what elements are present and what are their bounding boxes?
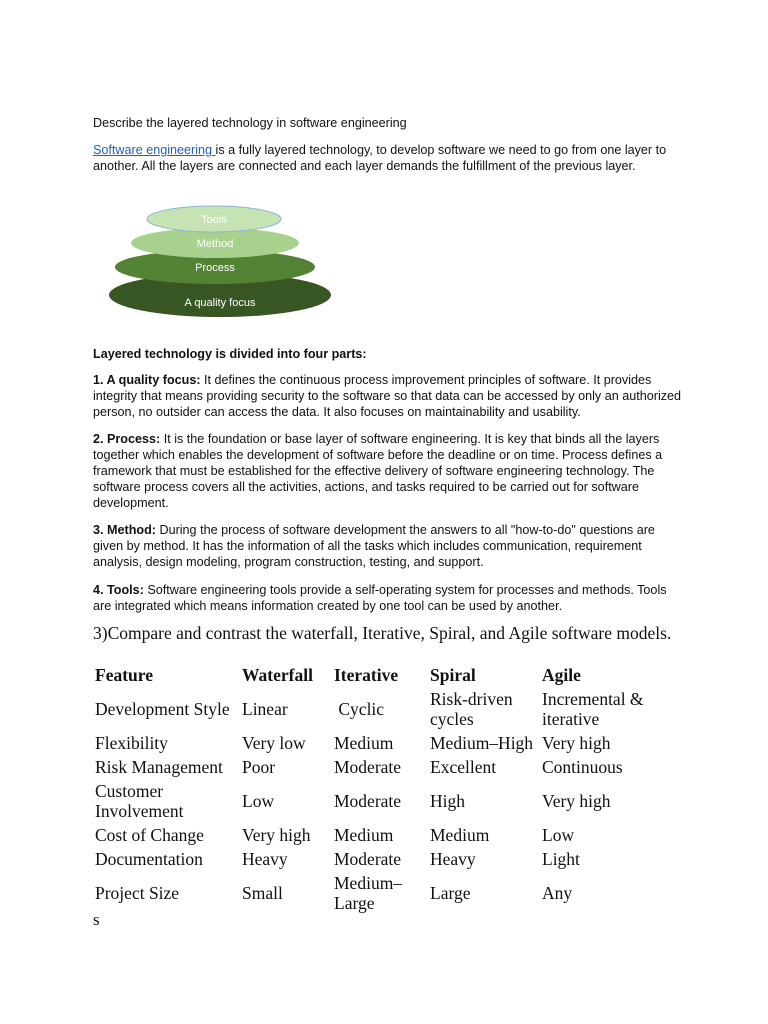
table-row — [93, 871, 664, 915]
table-row — [93, 779, 664, 823]
table-row — [93, 823, 664, 847]
table-cell: Linear — [242, 699, 288, 719]
part-title: 1. A quality focus: — [93, 373, 201, 387]
table-cell: Very high — [542, 733, 611, 753]
table-cell: Medium–High — [430, 733, 534, 753]
header-spiral: Spiral — [430, 665, 476, 685]
stray-character: s — [93, 910, 100, 929]
header-iterative: Iterative — [334, 665, 399, 685]
header-agile: Agile — [542, 665, 581, 685]
table-cell: Medium — [334, 733, 394, 753]
question-heading: Describe the layered technology in software engineering — [93, 116, 407, 130]
table-cell: Very high — [542, 791, 611, 811]
table-cell: Moderate — [334, 849, 402, 869]
table-cell: Heavy — [430, 849, 476, 869]
table-cell: Medium — [430, 825, 490, 845]
part-text: During the process of software development the answers to all "how-to-do" questions are given by method. It has the information of all the tasks which includes communication, requirement analysis, design modeling, program construction, testing, and support. — [93, 523, 655, 569]
layer-quality-focus-label: A quality focus — [184, 297, 256, 309]
table-cell: Documentation — [95, 849, 203, 869]
table-cell: Moderate — [334, 791, 402, 811]
table-cell: Small — [242, 883, 283, 903]
intro-text: is a fully layered technology, to develop software we need to go from one layer to another. All the layers are connected and each layer demands the fulfillment of the previous layer. — [93, 143, 667, 173]
part-text: It defines the continuous process improvement principles of software. It provides integrity that means providing security to the software so that data can be accessed by only an authorized person, no outsider can access the data. It also focuses on maintainability and usability. — [93, 373, 682, 419]
table-row — [93, 755, 664, 779]
table-row — [93, 847, 664, 871]
software-engineering-link[interactable]: Software engineering — [93, 143, 216, 157]
layered-technology-diagram — [100, 200, 340, 325]
layer-tools-label: Tools — [201, 214, 227, 226]
table-cell: Incremental & iterative — [542, 689, 644, 729]
layer-method-label: Method — [196, 238, 234, 250]
table-cell: Large — [430, 883, 471, 903]
table-cell: Very low — [242, 733, 306, 753]
table-cell: Project Size — [95, 883, 180, 903]
table-cell: Any — [542, 883, 573, 903]
table-cell: Risk Management — [95, 757, 223, 777]
layer-process-label: Process — [195, 262, 235, 274]
comparison-table — [93, 663, 664, 915]
table-cell: High — [430, 791, 465, 811]
part-text: It is the foundation or base layer of software engineering. It is key that binds all the layers together which enables the development of software before the deadline or on time. Process defines a framework that must be established for the effective delivery of software engineering technology. The software process covers all the activities, actions, and tasks required to be carried out for software development. — [93, 432, 663, 510]
q3-heading: 3)Compare and contrast the waterfall, Iterative, Spiral, and Agile software models. — [93, 623, 672, 643]
table-row — [93, 687, 664, 731]
header-waterfall: Waterfall — [242, 665, 313, 685]
table-cell: Light — [542, 849, 580, 869]
table-cell: Customer Involvement — [95, 781, 184, 821]
header-feature: Feature — [95, 665, 153, 685]
table-cell: Cyclic — [334, 699, 385, 719]
intro-paragraph — [93, 142, 683, 174]
part-method — [93, 522, 683, 570]
table-cell: Risk-driven cycles — [430, 689, 513, 729]
table-cell: Low — [242, 791, 275, 811]
table-row — [93, 731, 664, 755]
table-cell: Heavy — [242, 849, 288, 869]
part-quality-focus — [93, 372, 683, 420]
part-title: 2. Process: — [93, 432, 161, 446]
table-cell: Poor — [242, 757, 276, 777]
table-cell: Excellent — [430, 757, 497, 777]
part-title: 3. Method: — [93, 523, 156, 537]
table-header-row — [93, 663, 664, 687]
table-cell: Very high — [242, 825, 311, 845]
part-title: 4. Tools: — [93, 583, 144, 597]
table-cell: Low — [542, 825, 575, 845]
table-cell: Development Style — [95, 699, 230, 719]
part-process — [93, 431, 683, 511]
table-cell: Medium–Large — [334, 873, 403, 913]
part-text: Software engineering tools provide a self-operating system for processes and methods. Tools are integrated which means information created by one tool can be used by another. — [93, 583, 667, 613]
table-cell: Medium — [334, 825, 394, 845]
part-tools — [93, 582, 683, 614]
table-cell: Cost of Change — [95, 825, 204, 845]
table-cell: Moderate — [334, 757, 402, 777]
table-cell: Continuous — [542, 757, 623, 777]
table-cell: Flexibility — [95, 733, 168, 753]
divided-heading: Layered technology is divided into four parts: — [93, 347, 367, 361]
